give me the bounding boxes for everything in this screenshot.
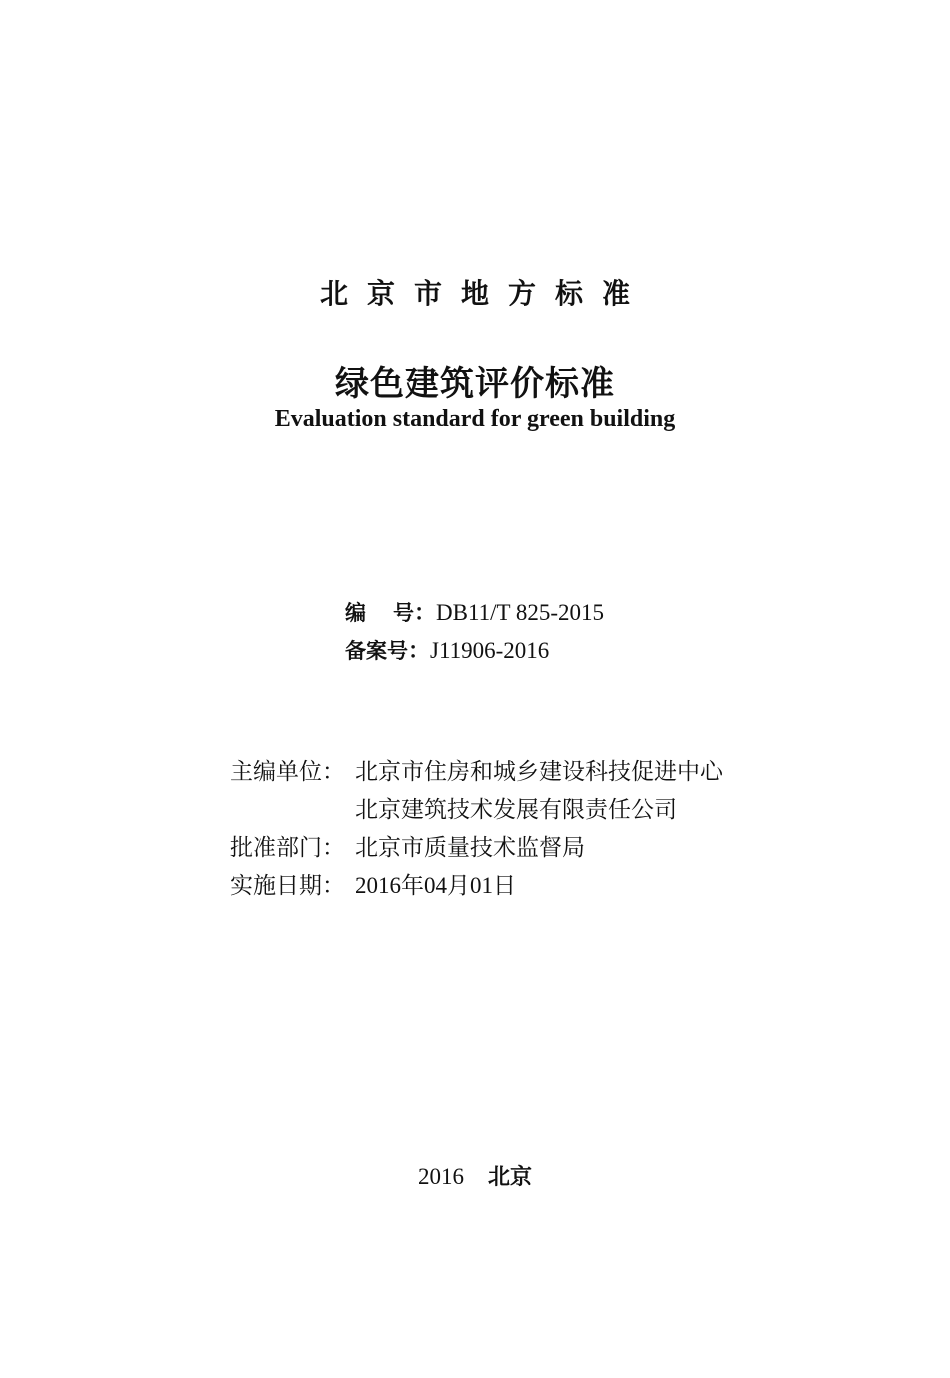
publication-city: 北京 — [487, 1165, 532, 1190]
approval-department-value: 北京市质量技术监督局 — [355, 835, 585, 861]
standard-number-value: DB11/T 825-2015 — [436, 600, 605, 625]
record-number-row — [345, 636, 549, 667]
standard-number-colon: ： — [414, 601, 437, 626]
chief-editor-row-2 — [230, 795, 677, 825]
publication-year: 2016 — [417, 1164, 464, 1189]
standard-series-heading: 北京市地方标准 — [319, 277, 649, 310]
chief-editor-row — [230, 757, 723, 787]
standard-title-english: Evaluation standard for green building — [274, 406, 676, 432]
implementation-date-row — [230, 871, 516, 901]
chief-editor-label: 主编单位： — [230, 759, 345, 785]
implementation-date-label: 实施日期： — [230, 873, 345, 899]
publication-footer — [0, 1160, 950, 1191]
standard-title-chinese: 绿色建筑评价标准 — [335, 364, 615, 404]
standard-number-label: 编号 — [345, 601, 414, 625]
standard-number-row — [345, 598, 604, 629]
approval-department-row — [230, 833, 585, 863]
record-number-value: J11906-2016 — [430, 638, 550, 663]
chief-editor-org-1: 北京市住房和城乡建设科技促进中心 — [355, 759, 723, 785]
chief-editor-org-2: 北京建筑技术发展有限责任公司 — [355, 797, 677, 823]
record-number-colon: ： — [408, 639, 431, 664]
implementation-date-value: 2016年04月01日 — [355, 873, 516, 899]
approval-department-label: 批准部门： — [230, 835, 345, 861]
record-number-label: 备案号 — [345, 639, 408, 663]
